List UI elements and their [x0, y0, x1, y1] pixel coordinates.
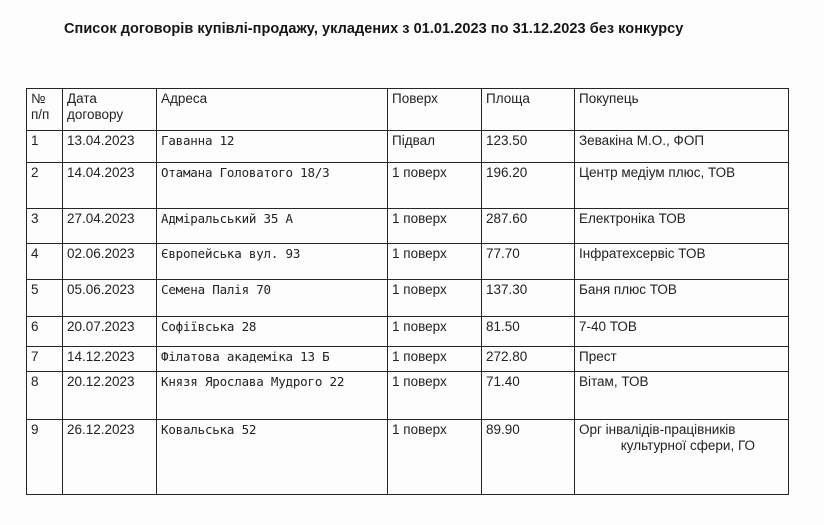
table-row [27, 163, 789, 209]
cell-area: 196.20 [482, 163, 575, 209]
cell-area: 77.70 [482, 244, 575, 280]
header-date: Дата договору [63, 89, 157, 131]
cell-floor: 1 поверх [388, 280, 482, 317]
cell-floor: 1 поверх [388, 372, 482, 420]
cell-floor: 1 поверх [388, 244, 482, 280]
cell-address: Гаванна 12 [157, 131, 388, 163]
table-row [27, 317, 789, 347]
cell-address: Отамана Головатого 18/3 [157, 163, 388, 209]
cell-buyer: Вітам, ТОВ [575, 372, 789, 420]
cell-date: 20.12.2023 [63, 372, 157, 420]
table-row [27, 244, 789, 280]
cell-floor: Підвал [388, 131, 482, 163]
header-buyer: Покупець [575, 89, 789, 131]
buyer-line-1: Орг інвалідів-працівників [579, 422, 736, 437]
cell-buyer: Зевакіна М.О., ФОП [575, 131, 789, 163]
cell-area: 123.50 [482, 131, 575, 163]
cell-area: 81.50 [482, 317, 575, 347]
table-row [27, 209, 789, 244]
cell-date: 05.06.2023 [63, 280, 157, 317]
cell-no: 6 [27, 317, 63, 347]
cell-address: Філатова академіка 13 Б [157, 347, 388, 372]
cell-date: 02.06.2023 [63, 244, 157, 280]
cell-area: 71.40 [482, 372, 575, 420]
table-row [27, 131, 789, 163]
cell-floor: 1 поверх [388, 163, 482, 209]
cell-buyer: Інфратехсервіс ТОВ [575, 244, 789, 280]
buyer-line-2: культурної сфери, ГО [620, 438, 755, 453]
cell-floor: 1 поверх [388, 347, 482, 372]
cell-area: 89.90 [482, 420, 575, 495]
cell-buyer: Центр медіум плюс, ТОВ [575, 163, 789, 209]
cell-no: 2 [27, 163, 63, 209]
cell-buyer: Баня плюс ТОВ [575, 280, 789, 317]
cell-buyer [575, 420, 789, 495]
document-title: Список договорів купівлі-продажу, укладених з 01.01.2023 по 31.12.2023 без конкурсу [64, 21, 684, 37]
cell-buyer: 7-40 ТОВ [575, 317, 789, 347]
header-no: № п/п [27, 89, 63, 131]
cell-buyer: Електроніка ТОВ [575, 209, 789, 244]
table-row [27, 420, 789, 495]
header-address: Адреса [157, 89, 388, 131]
cell-area: 137.30 [482, 280, 575, 317]
header-area: Площа [482, 89, 575, 131]
cell-address: Адміральський 35 А [157, 209, 388, 244]
cell-no: 5 [27, 280, 63, 317]
cell-area: 272.80 [482, 347, 575, 372]
cell-no: 4 [27, 244, 63, 280]
cell-date: 14.04.2023 [63, 163, 157, 209]
cell-floor: 1 поверх [388, 209, 482, 244]
cell-address: Ковальська 52 [157, 420, 388, 495]
cell-no: 1 [27, 131, 63, 163]
table-row [27, 280, 789, 317]
cell-date: 26.12.2023 [63, 420, 157, 495]
cell-date: 14.12.2023 [63, 347, 157, 372]
cell-address: Семена Палія 70 [157, 280, 388, 317]
cell-date: 13.04.2023 [63, 131, 157, 163]
cell-date: 20.07.2023 [63, 317, 157, 347]
cell-date: 27.04.2023 [63, 209, 157, 244]
table-row [27, 372, 789, 420]
table-row [27, 347, 789, 372]
cell-buyer: Прест [575, 347, 789, 372]
cell-no: 8 [27, 372, 63, 420]
table-header-row [27, 89, 789, 131]
cell-floor: 1 поверх [388, 317, 482, 347]
cell-address: Князя Ярослава Мудрого 22 [157, 372, 388, 420]
cell-area: 287.60 [482, 209, 575, 244]
header-floor: Поверх [388, 89, 482, 131]
cell-no: 7 [27, 347, 63, 372]
cell-no: 3 [27, 209, 63, 244]
contracts-table [26, 88, 789, 495]
cell-address: Європейська вул. 93 [157, 244, 388, 280]
cell-address: Софіївська 28 [157, 317, 388, 347]
cell-no: 9 [27, 420, 63, 495]
cell-floor: 1 поверх [388, 420, 482, 495]
